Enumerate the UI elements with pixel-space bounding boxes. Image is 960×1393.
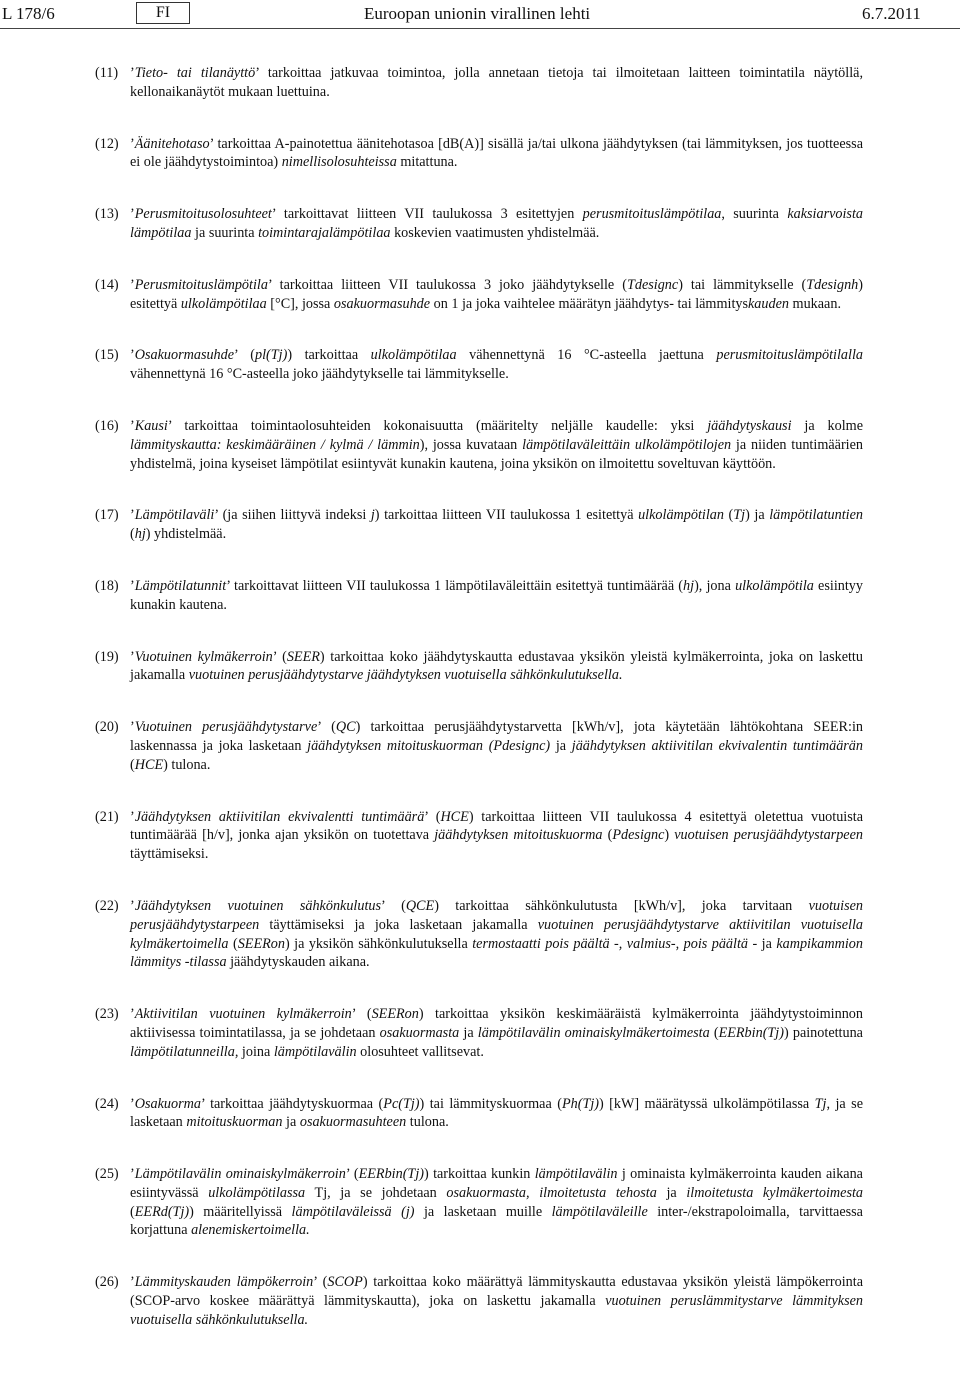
item-number: (13) bbox=[95, 206, 119, 223]
item-number: (23) bbox=[95, 1006, 119, 1023]
definition-item bbox=[95, 1005, 863, 1061]
item-text: ’Osakuormasuhde’ (pl(Tj)) tarkoittaa ulkolämpötilaa vähennettynä 16 °C-asteella jaettuna perusmitoituslämpötilalla vähennettynä 16 °C-asteella joko jäähdytykselle tai lämmitykselle. bbox=[130, 347, 863, 383]
item-text: ’Lämpötilavälin ominaiskylmäkerroin’ (EERbin(Tj)) tarkoittaa kunkin lämpötilavälin j ominaista kylmäkerrointa kauden aikana esiintyvässä ulkolämpötilassa Tj, ja se johdetaan osakuormasta, ilmoitetusta tehosta ja ilmoitetusta kylmäkertoimesta (EERd(Tj)) määritellyissä lämpötilaväleissä (j) ja lasketaan muille lämpötilaväleille inter-/ekstrapoloimalla, tarvittaessa korjattuna alenemiskertoimella. bbox=[130, 1166, 864, 1239]
item-number: (11) bbox=[95, 65, 119, 81]
page-header bbox=[0, 0, 960, 30]
item-text: ’Vuotuinen kylmäkerroin’ (SEER) tarkoittaa koko jäähdytyskautta edustavaa yksikön yleistä kylmäkerrointa, joka on laskettu jakamalla vuotuinen perusjäähdytystarve jäähdytyksen vuotuisella sähkönkulutuksella. bbox=[130, 648, 863, 684]
publication-date: 6.7.2011 bbox=[862, 4, 921, 23]
item-text: ’Jäähdytyksen vuotuinen sähkönkulutus’ (QCE) tarkoittaa sähkönkulutusta [kWh/v], joka tarvitaan vuotuisen perusjäähdytystarpeen täyttämiseksi ja joka lasketaan jakamalla vuotuinen perusjäähdytystarve aktiivitilan vuotuisella kylmäkertoimella (SEERon) ja yksikön sähkönkulutuksella termostaatti pois päältä -, valmius-, pois päältä - ja kampikammion lämmitys -tilassa jäähdytyskauden aikana. bbox=[130, 897, 863, 971]
definitions-list bbox=[95, 64, 863, 1363]
item-text: ’Vuotuinen perusjäähdytystarve’ (QC) tarkoittaa perusjäähdytystarvetta [kWh/v], jota käytetään lähtökohtana SEER:in laskennassa ja joka lasketaan jäähdytyksen mitoituskuorman (Pdesignc) ja jäähdytyksen aktiivitilan ekvivalentin tuntimäärän (HCE) tulona. bbox=[130, 719, 863, 773]
item-text: ’Lämpötilaväli’ (ja siihen liittyvä indeksi j) tarkoittaa liitteen VII taulukossa 1 esitettyä ulkolämpötilan (Tj) ja lämpötilatuntien (hj) yhdistelmää. bbox=[130, 507, 863, 543]
item-text: ’Jäähdytyksen aktiivitilan ekvivalentti tuntimäärä’ (HCE) tarkoittaa liitteen VII taulukossa 4 esitettyä oletettua vuotuista tuntimäärää [h/v], jonka ajan yksikön on tuotettava jäähdytyksen mitoituskuorma (Pdesignc) vuotuisen perusjäähdytystarpeen täyttämiseksi. bbox=[130, 808, 863, 863]
definition-item bbox=[95, 897, 863, 972]
item-number: (26) bbox=[95, 1274, 119, 1291]
item-number: (20) bbox=[95, 719, 119, 736]
item-text: ’Perusmitoituslämpötila’ tarkoittaa liitteen VII taulukossa 3 joko jäähdytykselle (Tdesignc) tai lämmitykselle (Tdesignh) esitettyä ulkolämpötilaa [°C], jossa osakuormasuhde on 1 ja joka vaihtelee määrätyn jäähdytys- tai lämmityskauden mukaan. bbox=[130, 276, 863, 312]
item-text: ’Lämmityskauden lämpökerroin’ (SCOP) tarkoittaa koko määrättyä lämmityskautta edustavaa yksikön yleistä lämpökerrointa (SCOP-arvo koskee määrättyä lämmityskautta), joka on laskettu jakamalla vuotuinen peruslämmitystarve lämmityksen vuotuisella sähkönkulutuksella. bbox=[130, 1274, 863, 1328]
definition-item bbox=[95, 135, 863, 173]
item-number: (12) bbox=[95, 135, 119, 152]
definition-item bbox=[95, 718, 863, 774]
definition-item bbox=[95, 1165, 863, 1240]
item-number: (14) bbox=[95, 276, 119, 293]
definition-item bbox=[95, 417, 863, 473]
definition-item bbox=[95, 1273, 863, 1329]
definition-item bbox=[95, 276, 863, 314]
definition-item bbox=[95, 577, 863, 615]
item-number: (18) bbox=[95, 577, 119, 594]
item-number: (21) bbox=[95, 808, 119, 825]
definition-item bbox=[95, 506, 863, 544]
item-number: (24) bbox=[95, 1095, 119, 1112]
item-text: ’Lämpötilatunnit’ tarkoittavat liitteen VII taulukossa 1 lämpötilaväleittäin esitettyä tuntimäärää (hj), jona ulkolämpötila esiintyy kunakin kautena. bbox=[130, 577, 863, 613]
item-text: ’Tieto- tai tilanäyttö’ tarkoittaa jatkuvaa toimintoa, jolla annetaan tietoja tai ilmoitetaan laitteen toimintatila näytöllä, kellonaikanäytöt mukaan luettuina. bbox=[130, 65, 863, 100]
journal-title: Euroopan unionin virallinen lehti bbox=[364, 4, 591, 23]
definition-item bbox=[95, 1095, 863, 1133]
item-number: (15) bbox=[95, 347, 119, 364]
language-box: FI bbox=[136, 2, 190, 24]
item-number: (19) bbox=[95, 648, 119, 665]
page-number: L 178/6 bbox=[2, 4, 55, 23]
item-text: ’Äänitehotaso’ tarkoittaa A-painotettua äänitehotasoa [dB(A)] sisällä ja/tai ulkona jäähdytyksen (tai lämmityksen, jos tuotteessa ei ole jäähdytystoimintoa) nimellisolosuhteissa mitattuna. bbox=[130, 135, 863, 171]
definition-item bbox=[95, 205, 863, 243]
item-text: ’Osakuorma’ tarkoittaa jäähdytyskuormaa (Pc(Tj)) tai lämmityskuormaa (Ph(Tj)) [kW] määrätyssä ulkolämpötilassa Tj, ja se lasketaan mitoituskuorman ja osakuormasuhteen tulona. bbox=[130, 1095, 863, 1131]
definition-item bbox=[95, 648, 863, 686]
item-number: (17) bbox=[95, 507, 119, 524]
definition-item bbox=[95, 808, 863, 864]
item-number: (25) bbox=[95, 1166, 119, 1183]
item-text: ’Kausi’ tarkoittaa toimintaolosuhteiden kokonaisuutta (määritelty neljälle kaudelle: yksi jäähdytyskausi ja kolme lämmityskautta: keskimääräinen / kylmä / lämmin), jossa kuvataan lämpötilaväleittäin ulkolämpötilojen ja niiden tuntimäärien yhdistelmä, joina kyseiset lämpötilat esiintyvät kunakin kautena, joina yksikön on ilmoitettu soveltuvan käyttöön. bbox=[130, 417, 864, 472]
header-rule bbox=[0, 28, 960, 29]
definition-item bbox=[95, 346, 863, 384]
item-text: ’Perusmitoitusolosuhteet’ tarkoittavat liitteen VII taulukossa 3 esitettyjen perusmitoituslämpötilaa, suurinta kaksiarvoista lämpötilaa ja suurinta toimintarajalämpötilaa koskevien vaatimusten yhdistelmää. bbox=[130, 206, 863, 241]
item-number: (22) bbox=[95, 897, 119, 914]
item-text: ’Aktiivitilan vuotuinen kylmäkerroin’ (SEERon) tarkoittaa yksikön keskimääräistä kylmäkerrointa jäähdytystoiminnon aktiivisessa toimintatilassa, ja se johdetaan osakuormasta ja lämpötilavälin ominaiskylmäkertoimesta (EERbin(Tj)) painotettuna lämpötilatunneilla, joina lämpötilavälin olosuhteet vallitsevat. bbox=[130, 1006, 863, 1060]
item-number: (16) bbox=[95, 417, 119, 434]
definition-item bbox=[95, 64, 863, 102]
